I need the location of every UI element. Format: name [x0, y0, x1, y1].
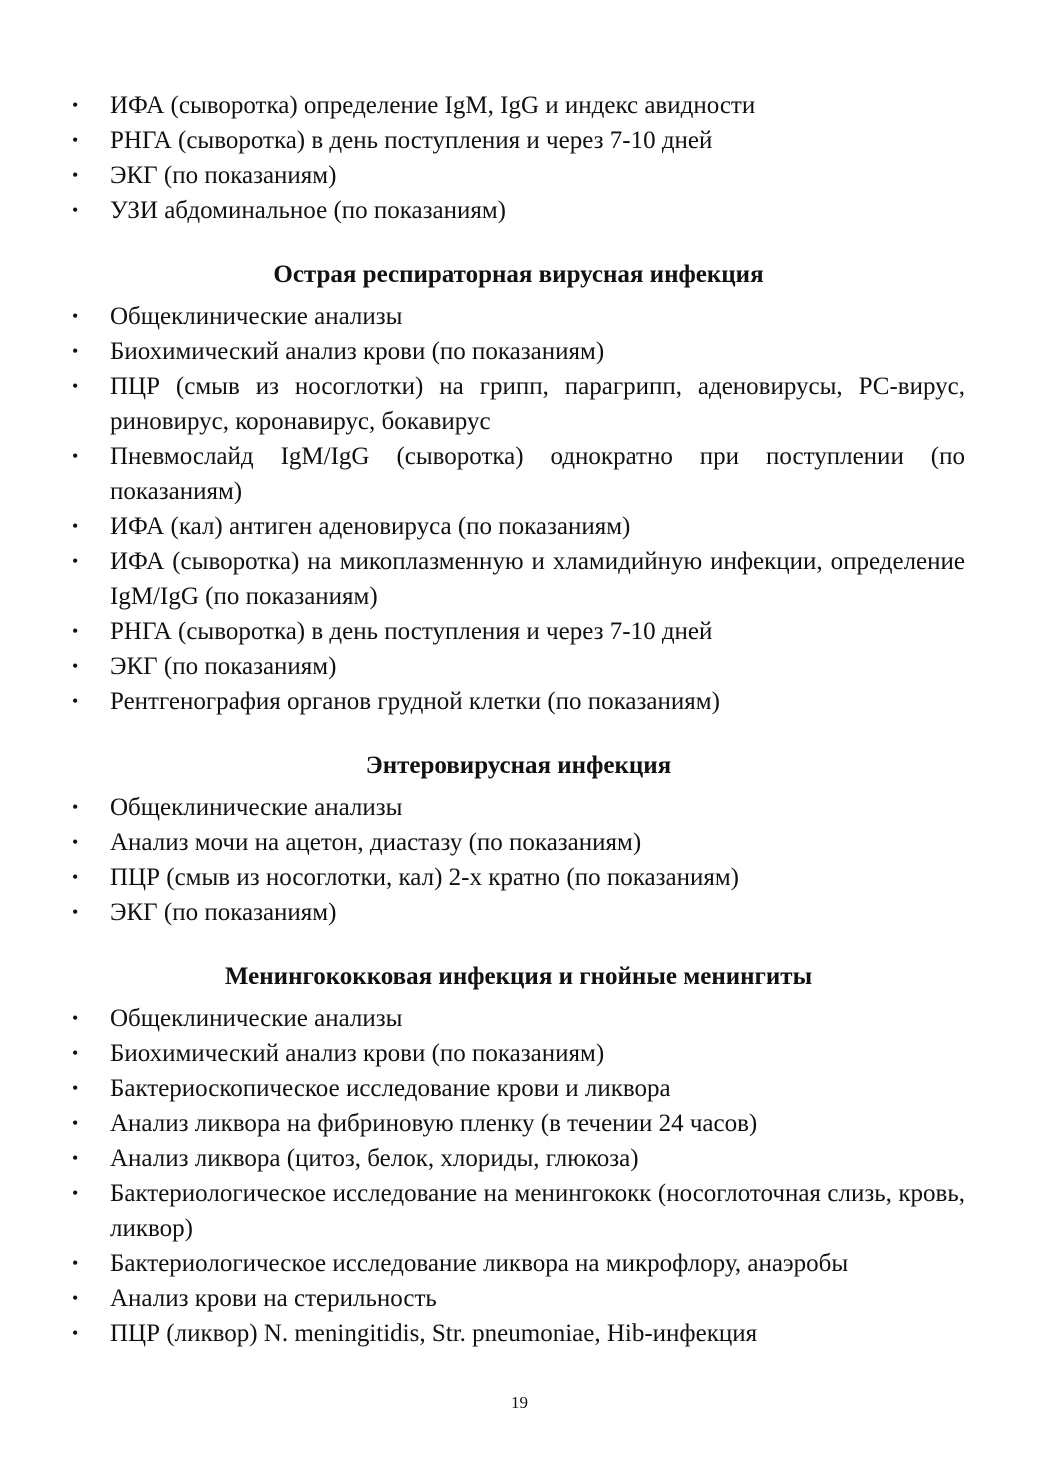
bullet-icon: • — [72, 551, 79, 571]
list-item — [72, 1001, 965, 1036]
bullet-icon: • — [72, 797, 79, 817]
bullet-icon: • — [72, 341, 79, 361]
list-item-text: РНГА (сыворотка) в день поступления и через 7-10 дней — [110, 618, 713, 645]
list-item-text: Общеклинические анализы — [110, 794, 403, 821]
list-item-text: ИФА (сыворотка) определение IgM, IgG и индекс авидности — [110, 92, 756, 119]
list-item — [72, 88, 965, 123]
list-item-text: Анализ мочи на ацетон, диастазу (по показаниям) — [110, 829, 642, 856]
bullet-icon: • — [72, 130, 79, 150]
list-item — [72, 790, 965, 825]
list-item — [72, 1141, 965, 1176]
list-item-text: Общеклинические анализы — [110, 303, 403, 330]
list-item-text: Рентгенография органов грудной клетки (по показаниям) — [110, 688, 720, 715]
bullet-icon: • — [72, 376, 79, 396]
bullet-icon: • — [72, 691, 79, 711]
list-item-text: ЭКГ (по показаниям) — [110, 653, 337, 680]
list-item — [72, 158, 965, 193]
list-item — [72, 1036, 965, 1071]
list-item — [72, 1071, 965, 1106]
list-item-text: ЭКГ (по показаниям) — [110, 162, 337, 189]
section-list — [72, 1001, 965, 1351]
bullet-icon: • — [72, 200, 79, 220]
section-title: Менингококковая инфекция и гнойные менингиты — [224, 963, 813, 990]
list-item-text: Бактериологическое исследование ликвора на микрофлору, анаэробы — [110, 1250, 849, 1277]
bullet-icon: • — [72, 516, 79, 536]
list-item-text: Анализ крови на стерильность — [110, 1285, 437, 1312]
list-item-text: ИФА (сыворотка) на микоплазменную и хламидийную инфекции, определение IgM/IgG (по показаниям) — [110, 548, 965, 610]
list-item — [72, 544, 965, 614]
list-item — [72, 1281, 965, 1316]
list-item — [72, 1316, 965, 1351]
page-number: 19 — [511, 1393, 528, 1412]
intro-list — [72, 88, 965, 228]
sections-container — [72, 228, 965, 1351]
list-item-text: ПЦР (смыв из носоглотки, кал) 2-х кратно (по показаниям) — [110, 864, 739, 891]
section — [72, 719, 965, 930]
list-item — [72, 1176, 965, 1246]
bullet-icon: • — [72, 165, 79, 185]
bullet-icon: • — [72, 621, 79, 641]
list-item-text: Бактериологическое исследование на менингококк (носоглоточная слизь, кровь, ликвор) — [110, 1180, 965, 1242]
list-item — [72, 614, 965, 649]
list-item-text: ПЦР (ликвор) N. meningitidis, Str. pneumoniae, Hib-инфекция — [110, 1320, 758, 1347]
bullet-icon: • — [72, 902, 79, 922]
list-item-text: Анализ ликвора на фибриновую пленку (в течении 24 часов) — [110, 1110, 758, 1137]
list-item-text: Биохимический анализ крови (по показаниям) — [110, 338, 605, 365]
list-item-text: Общеклинические анализы — [110, 1005, 403, 1032]
list-item — [72, 860, 965, 895]
list-item-text: Анализ ликвора (цитоз, белок, хлориды, глюкоза) — [110, 1145, 639, 1172]
list-item — [72, 123, 965, 158]
bullet-icon: • — [72, 1078, 79, 1098]
list-item — [72, 299, 965, 334]
bullet-icon: • — [72, 1043, 79, 1063]
list-item-text: УЗИ абдоминальное (по показаниям) — [110, 197, 507, 224]
bullet-icon: • — [72, 1253, 79, 1273]
bullet-icon: • — [72, 1008, 79, 1028]
list-item — [72, 334, 965, 369]
list-item — [72, 193, 965, 228]
list-item — [72, 825, 965, 860]
section-title: Острая респираторная вирусная инфекция — [273, 261, 764, 288]
list-item-text: ЭКГ (по показаниям) — [110, 899, 337, 926]
list-item — [72, 684, 965, 719]
bullet-icon: • — [72, 1183, 79, 1203]
bullet-icon: • — [72, 1288, 79, 1308]
section — [72, 930, 965, 1351]
list-item-text: ИФА (кал) антиген аденовируса (по показаниям) — [110, 513, 631, 540]
list-item-text: ПЦР (смыв из носоглотки) на грипп, парагрипп, аденовирусы, РС-вирус, риновирус, коронавирус, бокавирус — [110, 373, 965, 435]
list-item — [72, 649, 965, 684]
list-item — [72, 439, 965, 509]
bullet-icon: • — [72, 306, 79, 326]
bullet-icon: • — [72, 656, 79, 676]
list-item — [72, 1246, 965, 1281]
list-item — [72, 369, 965, 439]
list-item-text: Пневмослайд IgM/IgG (сыворотка) однократно при поступлении (по показаниям) — [110, 443, 965, 505]
bullet-icon: • — [72, 1113, 79, 1133]
list-item-text: Бактериоскопическое исследование крови и ликвора — [110, 1075, 671, 1102]
section — [72, 228, 965, 719]
list-item-text: РНГА (сыворотка) в день поступления и через 7-10 дней — [110, 127, 713, 154]
bullet-icon: • — [72, 1323, 79, 1343]
list-item — [72, 895, 965, 930]
bullet-icon: • — [72, 867, 79, 887]
list-item — [72, 509, 965, 544]
bullet-icon: • — [72, 95, 79, 115]
list-item-text: Биохимический анализ крови (по показаниям) — [110, 1040, 605, 1067]
section-title: Энтеровирусная инфекция — [365, 752, 672, 779]
bullet-icon: • — [72, 446, 79, 466]
bullet-icon: • — [72, 832, 79, 852]
list-item — [72, 1106, 965, 1141]
section-list — [72, 790, 965, 930]
section-list — [72, 299, 965, 719]
bullet-icon: • — [72, 1148, 79, 1168]
